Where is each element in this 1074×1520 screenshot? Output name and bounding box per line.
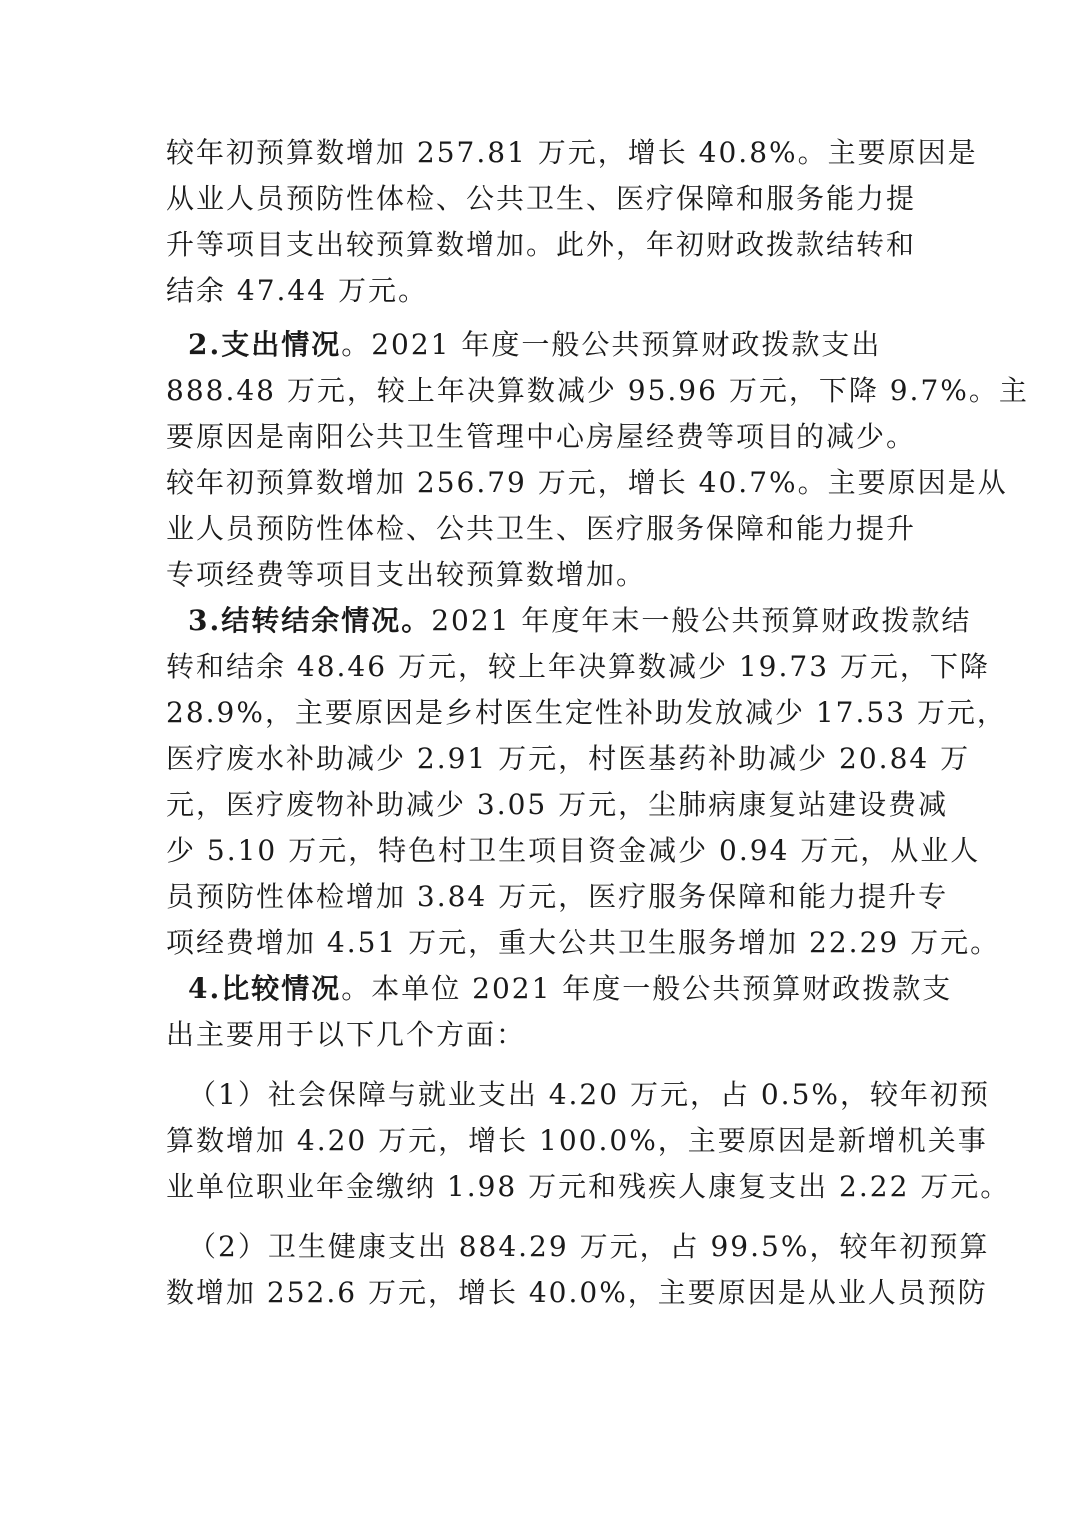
section-heading: 4.比较情况 [188, 972, 342, 1005]
text-line: 从业人员预防性体检、公共卫生、医疗保障和服务能力提 [166, 182, 917, 215]
text-run: 。本单位 2021 年度一般公共预算财政拨款支 [341, 972, 953, 1005]
section-heading: 3.结转结余情况。 [188, 604, 432, 637]
paragraph-carryover [166, 598, 1007, 966]
section-heading: 2.支出情况 [188, 328, 342, 361]
text-line [166, 598, 1007, 644]
text-line: 结余 47.44 万元。 [166, 274, 428, 307]
text-line: 出主要用于以下几个方面： [166, 1018, 527, 1051]
text-line: （2）卫生健康支出 884.29 万元，占 99.5%，较年初预算 [188, 1230, 990, 1263]
text-line [166, 966, 952, 1012]
text-line: 转和结余 48.46 万元，较上年决算数减少 19.73 万元，下降 [166, 650, 990, 683]
text-line: 少 5.10 万元，特色村卫生项目资金减少 0.94 万元，从业人 [166, 834, 981, 867]
text-line: 专项经费等项目支出较预算数增加。 [166, 558, 647, 591]
paragraph-budget-increase [166, 130, 978, 314]
text-line: 较年初预算数增加 257.81 万元，增长 40.8%。主要原因是 [166, 136, 978, 169]
text-run: 。2021 年度一般公共预算财政拨款支出 [341, 328, 882, 361]
text-line [166, 322, 1029, 368]
text-line: 元，医疗废物补助减少 3.05 万元，尘肺病康复站建设费减 [166, 788, 949, 821]
paragraph-health [166, 1224, 989, 1316]
paragraph-social-security [166, 1072, 1010, 1210]
text-line: 员预防性体检增加 3.84 万元，医疗服务保障和能力提升专 [166, 880, 949, 913]
text-line: 业人员预防性体检、公共卫生、医疗服务保障和能力提升 [166, 512, 917, 545]
text-line: 算数增加 4.20 万元，增长 100.0%，主要原因是新增机关事 [166, 1124, 988, 1157]
paragraph-expenditure [166, 322, 1029, 598]
text-run: 2021 年度年末一般公共预算财政拨款结 [431, 604, 972, 637]
text-line: 业单位职业年金缴纳 1.98 万元和残疾人康复支出 2.22 万元。 [166, 1170, 1011, 1203]
paragraph-comparison [166, 966, 952, 1058]
text-line: 数增加 252.6 万元，增长 40.0%，主要原因是从业人员预防 [166, 1276, 988, 1309]
text-line: 888.48 万元，较上年决算数减少 95.96 万元，下降 9.7%。主 [166, 374, 1029, 407]
text-line: 较年初预算数增加 256.79 万元，增长 40.7%。主要原因是从 [166, 466, 1008, 499]
text-line: 要原因是南阳公共卫生管理中心房屋经费等项目的减少。 [166, 420, 917, 453]
text-line: （1）社会保障与就业支出 4.20 万元，占 0.5%，较年初预 [188, 1078, 990, 1111]
text-line: 升等项目支出较预算数增加。此外，年初财政拨款结转和 [166, 228, 917, 261]
text-line: 医疗废水补助减少 2.91 万元，村医基药补助减少 20.84 万 [166, 742, 971, 775]
text-line: 项经费增加 4.51 万元，重大公共卫生服务增加 22.29 万元。 [166, 926, 1001, 959]
text-line: 28.9%，主要原因是乡村医生定性补助发放减少 17.53 万元， [166, 696, 1007, 729]
